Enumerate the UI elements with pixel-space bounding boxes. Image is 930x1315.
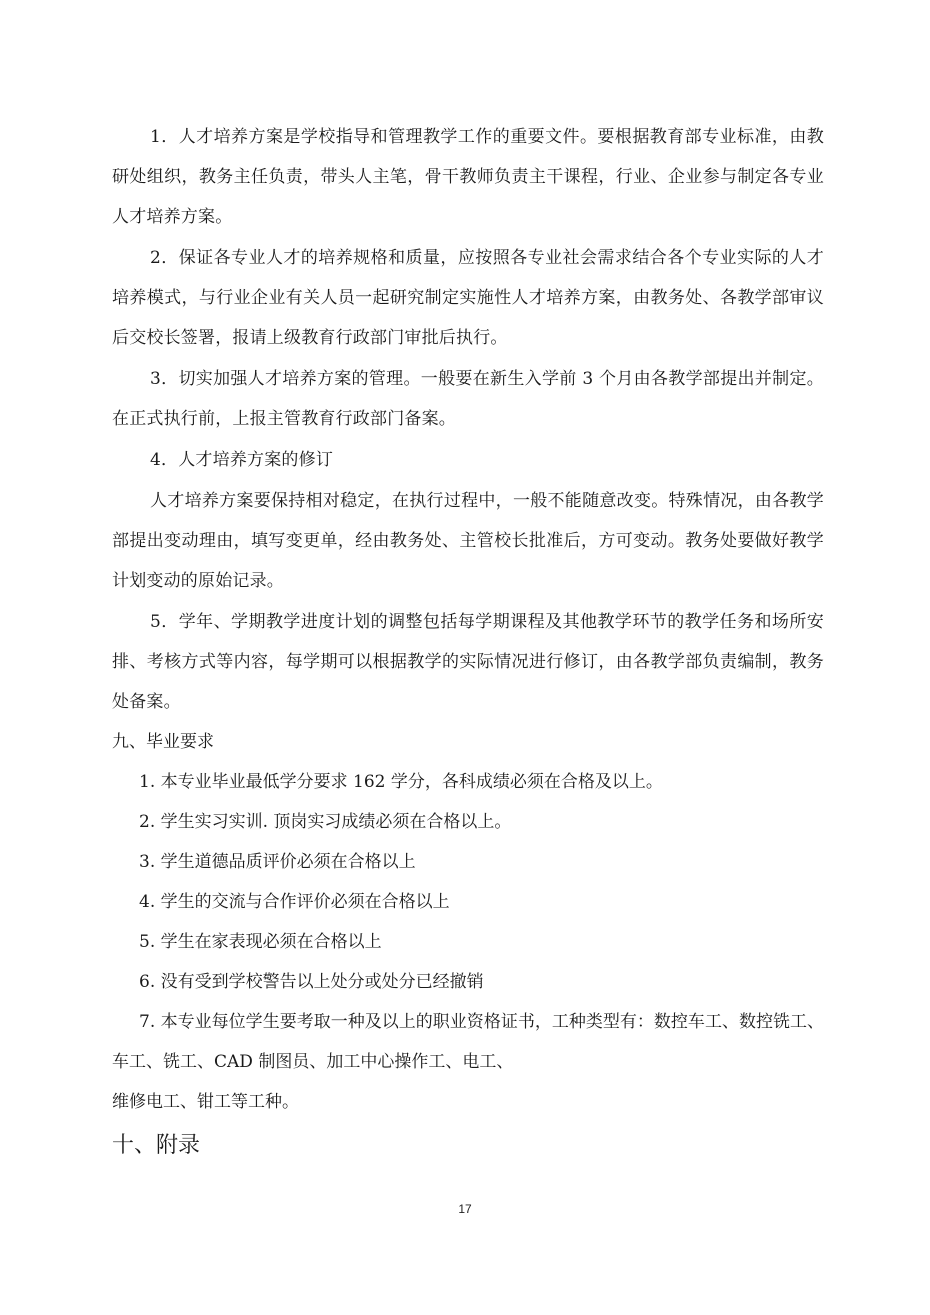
paragraph-1: 1．人才培养方案是学校指导和管理教学工作的重要文件。要根据教育部专业标准，由教研处组织，教务主任负责，带头人主笔，骨干教师负责主干课程，行业、企业参与制定各专业人才培养方案。 [112,127,824,227]
requirement-item-1: 1. 本专业毕业最低学分要求 162 学分，各科成绩必须在合格及以上。 [139,772,663,792]
requirement-item-7-continuation: 维修电工、钳工等工种。 [112,1092,299,1112]
page-body [112,117,824,1168]
page-number: 17 [458,1202,472,1216]
paragraph-4-body: 人才培养方案要保持相对稳定，在执行过程中，一般不能随意改变。特殊情况，由各教学部提出变动理由，填写变更单，经由教务处、主管校长批准后，方可变动。教务处要做好教学计划变动的原始记录。 [112,491,824,591]
requirement-item-6: 6. 没有受到学校警告以上处分或处分已经撤销 [139,972,484,992]
paragraph-5: 5．学年、学期教学进度计划的调整包括每学期课程及其他教学环节的教学任务和场所安排、考核方式等内容，每学期可以根据教学的实际情况进行修订，由各教学部负责编制，教务处备案。 [112,612,824,712]
section-9-title: 九、毕业要求 [112,732,214,752]
requirement-item-5: 5. 学生在家表现必须在合格以上 [139,932,382,952]
requirement-item-4: 4. 学生的交流与合作评价必须在合格以上 [139,892,450,912]
section-10-title: 十、附录 [112,1133,201,1158]
paragraph-2: 2．保证各专业人才的培养规格和质量，应按照各专业社会需求结合各个专业实际的人才培养模式，与行业企业有关人员一起研究制定实施性人才培养方案，由教务处、各教学部审议后交校长签署，报请上级教育行政部门审批后执行。 [112,248,824,348]
requirement-item-3: 3. 学生道德品质评价必须在合格以上 [139,852,416,872]
paragraph-4-heading: 4．人才培养方案的修订 [150,450,334,470]
requirement-item-2: 2. 学生实习实训. 顶岗实习成绩必须在合格以上。 [139,812,512,832]
paragraph-3: 3．切实加强人才培养方案的管理。一般要在新生入学前 3 个月由各教学部提出并制定。在正式执行前，上报主管教育行政部门备案。 [112,369,824,429]
requirement-item-7: 7. 本专业每位学生要考取一种及以上的职业资格证书，工种类型有：数控车工、数控铣工、车工、铣工、CAD 制图员、加工中心操作工、电工、 [112,1012,824,1072]
